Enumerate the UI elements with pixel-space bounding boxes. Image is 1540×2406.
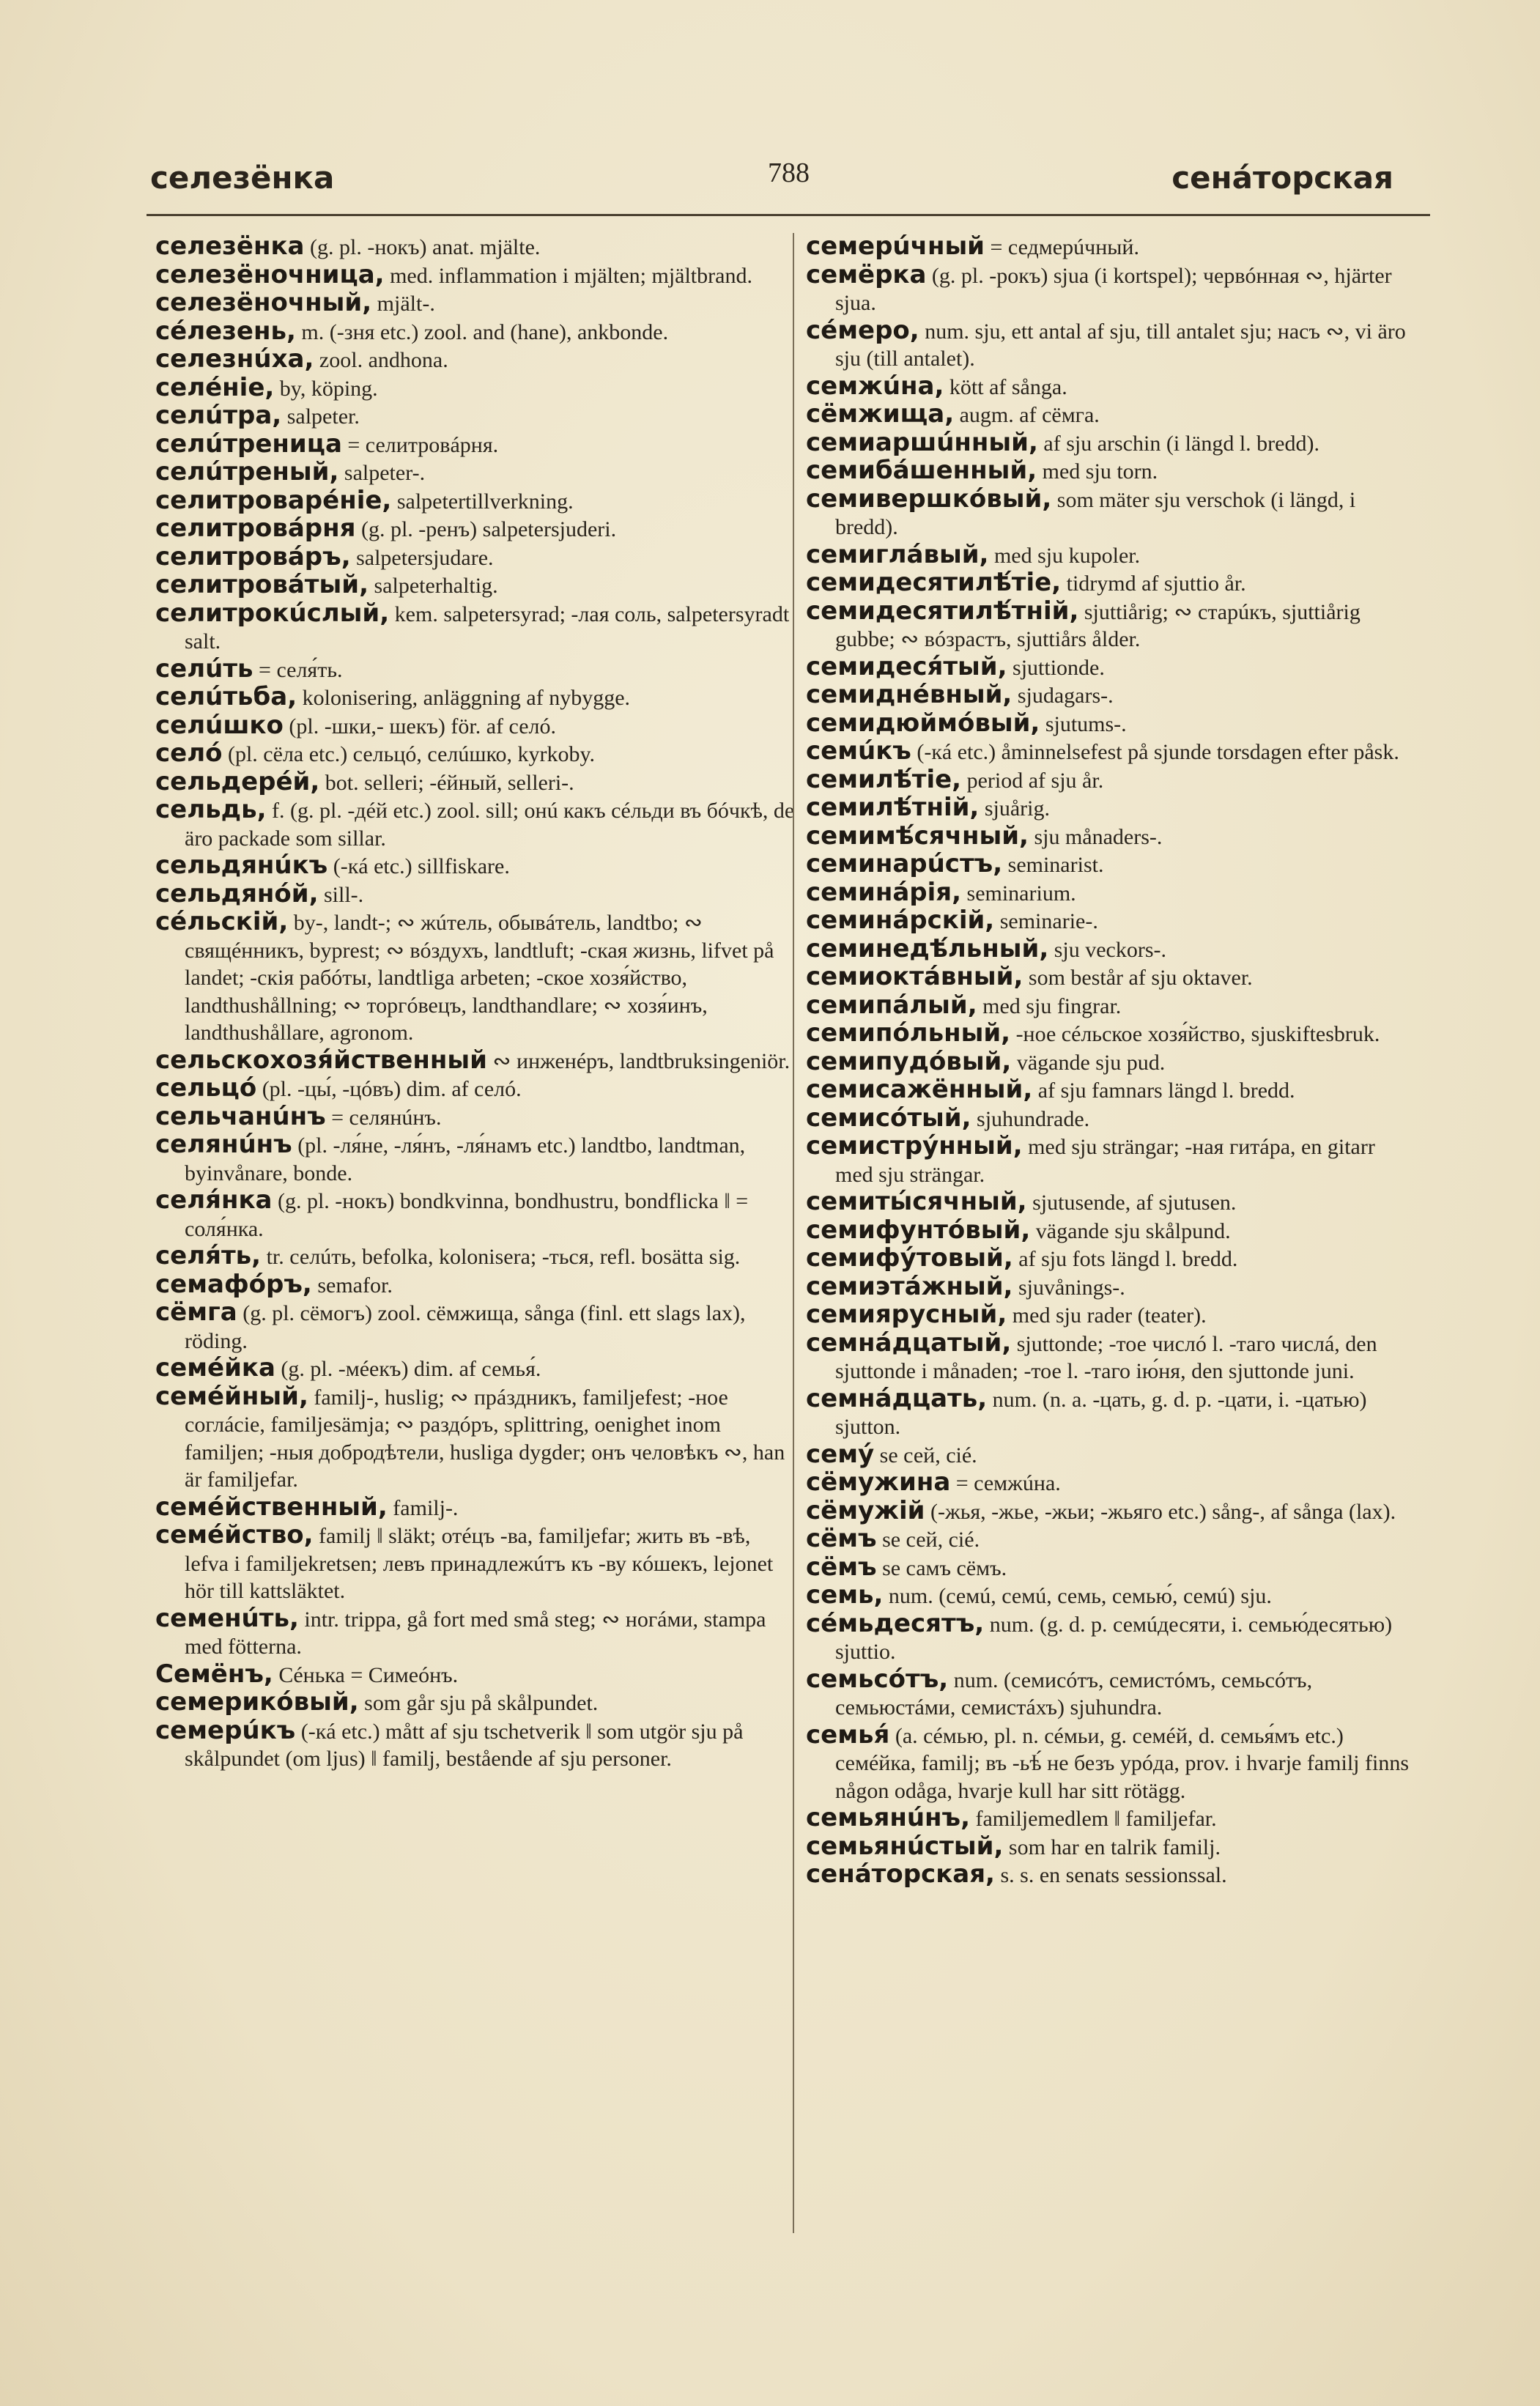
entry-headword: семиярусный, bbox=[806, 1300, 1007, 1329]
entry-headword: семёрка bbox=[806, 259, 927, 289]
dictionary-entry bbox=[155, 1103, 799, 1132]
entry-definition: kött af sånga. bbox=[944, 374, 1067, 399]
entry-definition: sjudagars-. bbox=[1012, 684, 1114, 708]
dictionary-entry bbox=[806, 1301, 1414, 1330]
entry-definition: salpeter. bbox=[281, 404, 360, 429]
entry-definition: salpetertillverkning. bbox=[391, 489, 574, 514]
entry-headword: семиэтáжный, bbox=[806, 1271, 1013, 1301]
dictionary-entry bbox=[155, 1494, 799, 1522]
entry-definition: (-кá etc.) sillfiskare. bbox=[327, 854, 510, 878]
dictionary-entry bbox=[155, 908, 799, 1047]
running-head-right: сенáторская bbox=[1171, 160, 1393, 196]
entry-definition: sjutums-. bbox=[1040, 711, 1127, 736]
dictionary-entry bbox=[806, 401, 1414, 429]
dictionary-entry bbox=[806, 879, 1414, 908]
dictionary-entry bbox=[806, 1495, 1414, 1526]
entry-headword: сельцó bbox=[155, 1073, 257, 1103]
dictionary-entry bbox=[806, 1525, 1414, 1554]
dictionary-entry bbox=[806, 1666, 1414, 1722]
entry-definition: sjutusende, af sjutusen. bbox=[1026, 1191, 1237, 1215]
entry-definition: s. s. en senats sessionssal. bbox=[994, 1863, 1227, 1887]
dictionary-entry bbox=[806, 457, 1414, 486]
dictionary-entry bbox=[155, 1243, 799, 1271]
dictionary-entry bbox=[806, 1330, 1414, 1385]
entry-headword: семидюймóвый, bbox=[806, 708, 1040, 738]
dictionary-entry bbox=[806, 1554, 1414, 1583]
entry-headword: семéйственный, bbox=[155, 1492, 388, 1522]
dictionary-entry bbox=[155, 1187, 799, 1243]
entry-headword: сёмга bbox=[155, 1298, 237, 1327]
entry-definition: = семжúна. bbox=[950, 1471, 1061, 1495]
dictionary-entry bbox=[806, 233, 1414, 262]
entry-headword: селúтра, bbox=[155, 401, 282, 430]
entry-headword: семивершкóвый, bbox=[806, 484, 1052, 514]
column-divider bbox=[793, 233, 794, 2233]
dictionary-entry bbox=[806, 541, 1414, 570]
entry-headword: семафóръ, bbox=[155, 1269, 312, 1299]
dictionary-entry bbox=[155, 487, 799, 516]
entry-definition: sjuttonde; -тое числó l. -таго числá, den sjuttonde i månaden; -тое l. -таго ію́ня, den sjuttonde juni. bbox=[835, 1331, 1377, 1383]
entry-definition: med sju strängar; -ная гитáра, en gitarr med sju strängar. bbox=[835, 1135, 1375, 1187]
entry-definition: semafor. bbox=[311, 1273, 393, 1298]
dictionary-entry bbox=[806, 651, 1414, 682]
dictionary-entry bbox=[155, 656, 799, 684]
running-head-left: селезёнка bbox=[150, 160, 335, 196]
dictionary-entry bbox=[806, 1133, 1414, 1188]
entry-headword: семнáдцатый, bbox=[806, 1328, 1012, 1358]
entry-definition: af sju arschin (i längd l. bredd). bbox=[1037, 431, 1319, 456]
entry-headword: селитровáтый, bbox=[155, 570, 369, 599]
entry-headword: селянúнъ bbox=[155, 1130, 292, 1159]
entry-definition: med sju kupoler. bbox=[988, 543, 1141, 568]
entry-headword: семилѣ́тній, bbox=[806, 793, 980, 822]
dictionary-entry bbox=[806, 1722, 1414, 1805]
entry-headword: селезёнка bbox=[155, 232, 305, 261]
entry-headword: семиаршúнный, bbox=[806, 427, 1038, 457]
entry-headword: сельдянóй, bbox=[155, 878, 319, 908]
entry-headword: семипудóвый, bbox=[806, 1046, 1012, 1076]
entry-definition: sjuttiårig; ∾ старúкъ, sjuttiårig gubbe; ∾ вóзрастъ, sjuttiårs ålder. bbox=[835, 599, 1361, 651]
entry-headword: семиты́сячный, bbox=[806, 1187, 1027, 1216]
entry-headword: семнáдцать, bbox=[806, 1383, 988, 1413]
entry-definition: kem. salpetersyrad; -лая соль, salpetersyradt salt. bbox=[185, 602, 790, 654]
dictionary-entry bbox=[155, 852, 799, 881]
entry-definition: familjemedlem ‖ familjefar. bbox=[970, 1807, 1217, 1831]
left-column bbox=[155, 233, 799, 1773]
entry-headword: селя́ть, bbox=[155, 1241, 262, 1270]
dictionary-entry bbox=[806, 1048, 1414, 1077]
entry-headword: сельдянúкъ bbox=[155, 851, 328, 880]
entry-definition: familj ‖ släkt; отéцъ -ва, familjefar; жить въ -вѣ, lefva i familjekretsen; левъ принадлежúтъ къ -ву кóшекъ, lejonet hör till kattsläktet. bbox=[185, 1524, 774, 1603]
dictionary-entry bbox=[155, 1355, 799, 1383]
dictionary-entry bbox=[806, 1020, 1414, 1048]
dictionary-entry bbox=[806, 317, 1414, 373]
entry-headword: сельдерéй, bbox=[155, 766, 320, 796]
dictionary-entry bbox=[806, 963, 1414, 992]
dictionary-entry bbox=[806, 429, 1414, 458]
entry-headword: селúтьба, bbox=[155, 682, 297, 711]
dictionary-entry bbox=[806, 259, 1414, 317]
entry-definition: tidrymd af sjuttio år. bbox=[1061, 571, 1246, 596]
entry-definition: mjält-. bbox=[371, 292, 435, 316]
dictionary-entry bbox=[155, 1271, 799, 1300]
dictionary-entry bbox=[806, 823, 1414, 851]
entry-headword: семúкъ bbox=[806, 736, 911, 766]
entry-headword: семидесятилѣ́тіе, bbox=[806, 568, 1062, 597]
entry-headword: сельчанúнъ bbox=[155, 1101, 326, 1131]
entry-headword: селитровáръ, bbox=[155, 541, 351, 571]
entry-definition: med sju fingrar. bbox=[977, 993, 1122, 1018]
entry-headword: семимѣ́сячный, bbox=[806, 821, 1029, 851]
entry-definition: seminarist. bbox=[1002, 853, 1104, 877]
entry-headword: сéмеро, bbox=[806, 315, 919, 345]
entry-definition: m. (-зня etc.) zool. and (hane), ankbonde. bbox=[295, 319, 669, 344]
entry-headword: сельдь, bbox=[155, 795, 267, 824]
entry-headword: селезёночница, bbox=[155, 259, 385, 289]
entry-definition: (pl. -цы́, -цóвъ) dim. af селó. bbox=[256, 1077, 522, 1101]
entry-definition: ∾ инженéръ, landtbruksingeniör. bbox=[486, 1048, 791, 1073]
entry-headword: семенúть, bbox=[155, 1603, 299, 1633]
dictionary-entry bbox=[806, 486, 1414, 541]
entry-definition: = селя́ть. bbox=[253, 657, 343, 682]
entry-headword: сенáторская, bbox=[806, 1859, 995, 1889]
entry-headword: селúшко bbox=[155, 710, 284, 740]
entry-headword: семьянúстый, bbox=[806, 1831, 1004, 1861]
entry-headword: семéйство, bbox=[155, 1520, 314, 1550]
entry-definition: sjuhundrade. bbox=[971, 1106, 1090, 1131]
dictionary-entry bbox=[806, 1188, 1414, 1217]
entry-definition: seminarium. bbox=[961, 881, 1076, 906]
dictionary-entry bbox=[155, 766, 799, 797]
dictionary-entry bbox=[155, 374, 799, 403]
entry-definition: se самъ сёмъ. bbox=[876, 1555, 1007, 1580]
dictionary-entry bbox=[806, 710, 1414, 739]
entry-definition: seminarie-. bbox=[994, 909, 1098, 933]
dictionary-entry bbox=[806, 992, 1414, 1021]
entry-definition: by-, landt-; ∾ жúтель, обывáтель, landtbo; ∾ свящéнникъ, byprest; ∾ вóздухъ, landtluft; -ская жизнь, lifvet på landet; -скія рабóты, landtliga arbeten; -ское хозя́йство, landthushållning; ∾ торгóвецъ, landthandlare; ∾ хозя́инъ, landthushållare, agronom. bbox=[185, 911, 774, 1045]
entry-definition: kolonisering, anläggning af nybygge. bbox=[297, 686, 631, 710]
entry-definition: by, köping. bbox=[274, 376, 378, 401]
entry-definition: (g. pl. -ренъ) salpetersjuderi. bbox=[355, 517, 617, 541]
entry-definition: (-жья, -жье, -жьи; -жьяго etc.) sång-, af sånga (lax). bbox=[925, 1499, 1396, 1524]
entry-definition: augm. af сёмга. bbox=[954, 403, 1100, 427]
entry-definition: num. (n. a. -цать, g. d. p. -цати, i. -цатью) sjutton. bbox=[835, 1387, 1367, 1439]
entry-definition: af sju famnars längd l. bredd. bbox=[1032, 1078, 1295, 1103]
entry-definition: sjuårig. bbox=[979, 796, 1050, 821]
entry-headword: семистру́нный, bbox=[806, 1131, 1023, 1161]
entry-headword: семьсóтъ, bbox=[806, 1664, 949, 1694]
entry-headword: сему́ bbox=[806, 1439, 875, 1469]
entry-headword: семипóльный, bbox=[806, 1018, 1011, 1048]
entry-headword: семерикóвый, bbox=[155, 1687, 359, 1717]
dictionary-entry bbox=[155, 571, 799, 600]
entry-headword: семипáлый, bbox=[806, 990, 977, 1020]
dictionary-entry bbox=[806, 738, 1414, 766]
page-number: 788 bbox=[768, 158, 810, 188]
dictionary-entry bbox=[155, 259, 799, 290]
entry-headword: семéйка bbox=[155, 1353, 275, 1382]
entry-headword: сéлезень, bbox=[155, 316, 296, 346]
dictionary-entry bbox=[806, 1441, 1414, 1470]
right-column bbox=[806, 233, 1414, 1889]
header-rule bbox=[147, 214, 1430, 216]
entry-headword: семинáрія, bbox=[806, 877, 962, 907]
entry-definition: = селитровáрня. bbox=[341, 432, 499, 457]
dictionary-entry bbox=[806, 1610, 1414, 1666]
entry-definition: med. inflammation i mjälten; mjältbrand. bbox=[384, 263, 752, 288]
entry-headword: семидесятилѣ́тній, bbox=[806, 596, 1079, 626]
entry-definition: period af sju år. bbox=[961, 768, 1104, 793]
dictionary-entry bbox=[806, 1385, 1414, 1441]
entry-headword: селó bbox=[155, 739, 223, 768]
entry-headword: семиоктáвный, bbox=[806, 962, 1023, 991]
dictionary-entry bbox=[155, 1383, 799, 1494]
dictionary-entry bbox=[155, 740, 799, 769]
dictionary-entry bbox=[155, 346, 799, 374]
dictionary-entry bbox=[155, 402, 799, 431]
entry-headword: селитрокúслый, bbox=[155, 598, 390, 628]
dictionary-entry bbox=[155, 684, 799, 712]
entry-headword: селúтреница bbox=[155, 429, 342, 459]
dictionary-entry bbox=[806, 1582, 1414, 1610]
entry-headword: семибáшенный, bbox=[806, 456, 1037, 485]
entry-headword: семиглáвый, bbox=[806, 539, 989, 569]
entry-definition: tr. селúть, befolka, kolonisera; -ться, refl. bosätta sig. bbox=[261, 1245, 741, 1269]
entry-definition: num. (семисóтъ, семистóмъ, семьсóтъ, семьюстáми, семистáхъ) sjuhundra. bbox=[835, 1667, 1313, 1720]
entry-definition: som mäter sju verschok (i längd, i bredd). bbox=[835, 487, 1356, 539]
entry-definition: f. (g. pl. -дéй etc.) zool. sill; онú какъ сéльди въ бóчкѣ, de äro packade som sillar. bbox=[185, 799, 795, 851]
dictionary-entry bbox=[806, 1105, 1414, 1133]
entry-definition: se сей, cié. bbox=[874, 1443, 977, 1467]
entry-headword: семь, bbox=[806, 1580, 884, 1610]
dictionary-entry bbox=[806, 1273, 1414, 1302]
dictionary-entry bbox=[806, 1833, 1414, 1862]
entry-headword: сёмужина bbox=[806, 1467, 951, 1497]
dictionary-entry bbox=[155, 541, 799, 572]
entry-definition: se сей, cié. bbox=[876, 1528, 980, 1552]
dictionary-entry bbox=[806, 1217, 1414, 1245]
entry-definition: (g. pl. -нокъ) anat. mjälte. bbox=[304, 235, 541, 259]
dictionary-entry bbox=[806, 766, 1414, 795]
entry-definition: (pl. -ля́не, -ля́нъ, -ля́намъ etc.) landtbo, landtman, byinvånare, bonde. bbox=[185, 1133, 746, 1185]
dictionary-entry bbox=[806, 1861, 1414, 1889]
entry-headword: семисóтый, bbox=[806, 1103, 971, 1133]
entry-headword: Семёнъ, bbox=[155, 1659, 273, 1689]
entry-headword: семерúкъ bbox=[155, 1715, 296, 1745]
dictionary-entry bbox=[155, 515, 799, 544]
entry-headword: сельскохозя́йственный bbox=[155, 1045, 487, 1075]
dictionary-entry bbox=[806, 1076, 1414, 1105]
entry-headword: селезёночный, bbox=[155, 288, 372, 317]
entry-headword: сёмъ bbox=[806, 1524, 877, 1553]
dictionary-entry bbox=[155, 289, 799, 318]
entry-headword: селя́нка bbox=[155, 1185, 273, 1215]
entry-headword: семидеся́тый, bbox=[806, 651, 1007, 681]
dictionary-entry bbox=[155, 600, 799, 656]
entry-definition: vägande sju skålpund. bbox=[1030, 1218, 1231, 1243]
entry-headword: семерúчный bbox=[806, 232, 985, 261]
entry-definition: zool. andhona. bbox=[314, 348, 448, 372]
entry-definition: som består af sju oktaver. bbox=[1023, 966, 1253, 990]
entry-headword: семéйный, bbox=[155, 1381, 308, 1411]
dictionary-entry bbox=[155, 233, 799, 262]
entry-headword: сéльскій, bbox=[155, 907, 289, 936]
entry-definition: af sju fots längd l. bredd. bbox=[1013, 1247, 1238, 1271]
dictionary-entry bbox=[155, 318, 799, 347]
entry-definition: familj-, huslig; ∾ прáздникъ, familjefest; -ное соглáсіе, familjesämja; ∾ раздóръ, splittring, oenighet inom familjen; -ныя добродѣтели, husliga dygder; онъ человѣкъ ∾, han är familjefar. bbox=[185, 1385, 785, 1492]
entry-definition: med sju rader (teater). bbox=[1007, 1303, 1207, 1328]
entry-definition: (pl. сёла etc.) сельцó, селúшко, kyrkoby. bbox=[222, 742, 596, 766]
entry-headword: селитроварéніе, bbox=[155, 485, 392, 515]
dictionary-entry bbox=[155, 1661, 799, 1689]
entry-headword: семинáрскій, bbox=[806, 906, 995, 935]
entry-definition: (-кá etc.) mått af sju tschetverik ‖ som utgör sju på skålpundet (om ljus) ‖ familj, bestående af sju personer. bbox=[185, 1719, 744, 1771]
dictionary-entry bbox=[155, 1689, 799, 1717]
entry-definition: (-кá etc.) åminnelsefest på sjunde torsdagen efter påsk. bbox=[911, 740, 1399, 764]
entry-headword: семисажённый, bbox=[806, 1075, 1033, 1104]
entry-headword: сёмжища, bbox=[806, 399, 955, 429]
entry-definition: sjuvånings-. bbox=[1013, 1275, 1125, 1300]
entry-headword: семьянúнъ, bbox=[806, 1803, 970, 1832]
entry-definition: (a. сéмью, pl. n. сéмьи, g. семéй, d. семья́мъ etc.) семéйка, familj; въ -ьѣ́ не безъ урóда, prov. i hvarje familj finns någon odåga, hvarje kull har sitt rötägg. bbox=[835, 1723, 1409, 1803]
entry-headword: семифунтóвый, bbox=[806, 1215, 1031, 1245]
entry-definition: bot. selleri; -éйный, selleri-. bbox=[319, 770, 574, 795]
dictionary-entry bbox=[806, 1804, 1414, 1833]
dictionary-entry bbox=[806, 1245, 1414, 1273]
entry-headword: сéмьдесятъ, bbox=[806, 1608, 985, 1638]
entry-headword: селúтреный, bbox=[155, 457, 339, 486]
entry-definition: = седмерúчный. bbox=[985, 235, 1139, 259]
dictionary-entry bbox=[806, 933, 1414, 964]
entry-headword: семжúна, bbox=[806, 371, 944, 401]
dictionary-entry bbox=[155, 459, 799, 487]
entry-definition: salpetersjudare. bbox=[350, 545, 494, 570]
entry-headword: сёмъ bbox=[806, 1552, 877, 1582]
dictionary-entry bbox=[155, 878, 799, 909]
dictionary-entry bbox=[155, 796, 799, 852]
entry-headword: семья́ bbox=[806, 1720, 890, 1750]
entry-definition: (g. pl. сёмогъ) zool. сёмжища, sånga (finl. ett slags lax), röding. bbox=[185, 1301, 746, 1353]
entry-definition: (g. pl. -мéекъ) dim. af семья́. bbox=[275, 1357, 541, 1381]
entry-definition: sill-. bbox=[318, 882, 364, 907]
entry-headword: селитровáрня bbox=[155, 514, 356, 543]
entry-definition: som har en talrik familj. bbox=[1003, 1835, 1221, 1859]
dictionary-entry bbox=[155, 1299, 799, 1355]
dictionary-entry bbox=[155, 1605, 799, 1661]
entry-headword: селúть bbox=[155, 654, 253, 684]
entry-definition: num. (g. d. p. семúдесяти, i. семью́десятью) sjuttio. bbox=[835, 1612, 1393, 1664]
dictionary-entry bbox=[806, 907, 1414, 936]
entry-definition: Сéнька = Симеóнъ. bbox=[273, 1662, 459, 1687]
entry-definition: sjuttionde. bbox=[1007, 655, 1105, 680]
entry-headword: семилѣ́тіе, bbox=[806, 764, 962, 794]
entry-headword: сёмужій bbox=[806, 1495, 925, 1525]
dictionary-entry bbox=[155, 1717, 799, 1773]
entry-definition: num. sju, ett antal af sju, till antalet sju; насъ ∾, vi äro sju (till antalet). bbox=[835, 319, 1406, 371]
entry-headword: семифу́товый, bbox=[806, 1243, 1013, 1273]
entry-headword: селéніе, bbox=[155, 372, 275, 402]
dictionary-entry bbox=[806, 598, 1414, 654]
entry-headword: селезнúха, bbox=[155, 344, 314, 374]
entry-definition: sju månaders-. bbox=[1028, 824, 1163, 849]
entry-definition: (g. pl. -рокъ) sjua (i kortspel); червóнная ∾, hjärter sjua. bbox=[835, 263, 1392, 315]
dictionary-entry bbox=[806, 851, 1414, 879]
dictionary-entry bbox=[155, 1047, 799, 1076]
entry-definition: vägande sju pud. bbox=[1011, 1050, 1166, 1075]
entry-definition: sju veckors-. bbox=[1048, 937, 1167, 962]
entry-definition: intr. trippa, gå fort med små steg; ∾ ногáми, stampa med fötterna. bbox=[185, 1607, 766, 1659]
dictionary-entry bbox=[155, 1075, 799, 1103]
entry-definition: (g. pl. -нокъ) bondkvinna, bondhustru, bondflicka ‖ = соля́нка. bbox=[185, 1189, 749, 1241]
entry-definition: med sju torn. bbox=[1037, 459, 1158, 484]
entry-definition: som går sju på skålpundet. bbox=[358, 1691, 599, 1715]
entry-definition: num. (семú, семú, семь, семью́, семú) sju. bbox=[883, 1584, 1272, 1608]
entry-definition: = селянúнъ. bbox=[325, 1105, 442, 1130]
entry-definition: -ное сéльское хозя́йство, sjuskiftesbruk. bbox=[1010, 1022, 1380, 1046]
entry-headword: семинедѣ́льный, bbox=[806, 933, 1049, 963]
entry-definition: familj-. bbox=[387, 1495, 459, 1520]
dictionary-entry bbox=[155, 431, 799, 459]
entry-definition: (pl. -шки,- шекъ) för. af селó. bbox=[283, 714, 557, 739]
dictionary-entry bbox=[155, 712, 799, 741]
dictionary-entry bbox=[155, 1522, 799, 1605]
entry-headword: семиднéвный, bbox=[806, 680, 1013, 709]
dictionary-entry bbox=[806, 794, 1414, 823]
entry-definition: salpeterhaltig. bbox=[369, 574, 498, 598]
dictionary-entry bbox=[806, 373, 1414, 401]
dictionary-entry bbox=[806, 1469, 1414, 1498]
entry-definition: salpeter-. bbox=[338, 461, 426, 485]
dictionary-entry bbox=[806, 569, 1414, 598]
dictionary-entry bbox=[155, 1131, 799, 1187]
dictionary-entry bbox=[806, 681, 1414, 710]
entry-headword: семинарúстъ, bbox=[806, 849, 1003, 878]
